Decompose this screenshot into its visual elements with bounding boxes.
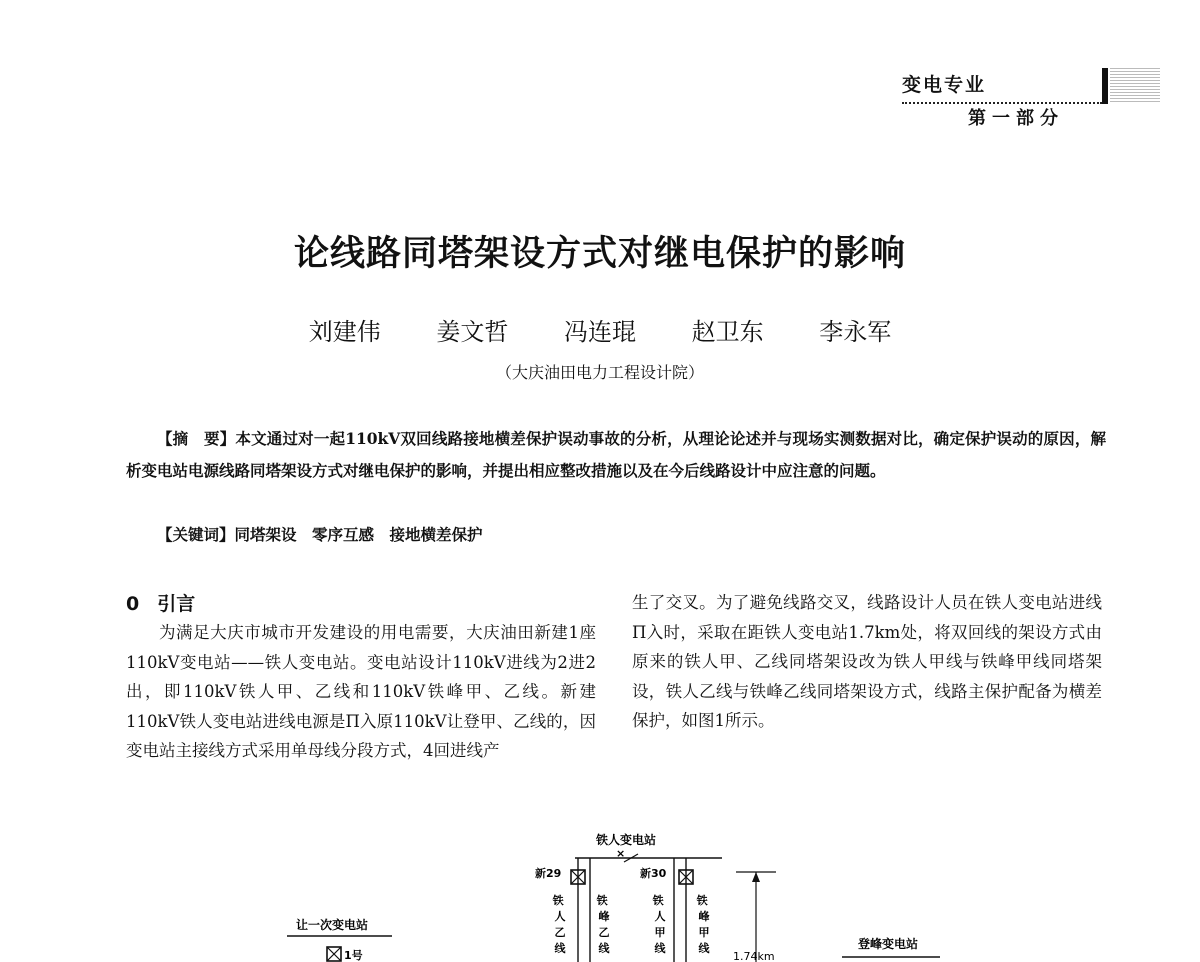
figure-1 xyxy=(0,820,1200,962)
section-title: 引言 xyxy=(157,593,196,615)
bus-tie-mark: × xyxy=(616,847,626,860)
line-label-char: 乙 xyxy=(598,926,610,939)
distance-label: 1.74km xyxy=(733,950,775,962)
line-label-char: 线 xyxy=(554,942,566,955)
line-label-tieren-yi: 铁 人乙线 xyxy=(552,894,566,955)
author: 赵卫东 xyxy=(691,318,764,346)
station-left-label: 让一次变电站 xyxy=(296,918,369,932)
section-header: 变电专业 xyxy=(902,74,987,96)
section-heading xyxy=(126,589,195,616)
line-label-char: 线 xyxy=(598,942,610,955)
breaker-1-label: 1号 xyxy=(344,949,363,962)
paper-title: 论线路同塔架设方式对继电保护的影响 xyxy=(293,233,906,274)
header-texture xyxy=(1110,68,1160,102)
header-bar xyxy=(1102,68,1108,104)
line-label-char: 人 xyxy=(654,910,666,923)
abstract xyxy=(126,423,1106,487)
section-number: 0 xyxy=(126,593,140,615)
station-right-label: 登峰变电站 xyxy=(858,937,919,951)
author: 姜文哲 xyxy=(436,318,509,346)
line-label-tiefeng-yi: 铁 峰乙线 xyxy=(596,894,610,955)
line-label-char: 甲 xyxy=(698,926,710,939)
part-label: 第一部分 xyxy=(968,108,1064,129)
author-list xyxy=(0,312,1200,347)
line-label-char: 线 xyxy=(698,942,710,955)
keywords-label: 【关键词】 xyxy=(157,525,235,544)
author: 冯连琨 xyxy=(564,318,636,346)
body-column-left: 为满足大庆市城市开发建设的用电需要，大庆油田新建1座110kV变电站——铁人变电站。变电站设计110kV进线为2进2出，即110kV铁人甲、乙线和110kV铁峰甲、乙线。新建110kV铁人变电站进线电源是Π入原110kV让登甲、乙线的，因变电站主接线方式采用单母线分段方式，4回进线产 xyxy=(126,623,596,760)
abstract-label: 【摘 要】 xyxy=(157,429,236,448)
breaker-new29-label: 新29 xyxy=(535,867,562,880)
distance-arrow xyxy=(752,872,760,882)
author: 刘建伟 xyxy=(308,318,381,346)
author: 李永军 xyxy=(819,318,892,346)
line-label-char: 线 xyxy=(654,942,666,955)
body-column-right: 生了交叉。为了避免线路交叉，线路设计人员在铁人变电站进线Π入时，采取在距铁人变电站1.7km处，将双回线的架设方式由原来的铁人甲、乙线同塔架设改为铁人甲线与铁峰甲线同塔架设，铁人乙线与铁峰乙线同塔架设方式，线路主保护配备为横差保护，如图1所示。 xyxy=(632,593,1102,730)
line-label-char: 人 xyxy=(554,910,566,923)
abstract-text: 本文通过对一起110kV双回线路接地横差保护误动事故的分析，从理论论述并与现场实测数据对比，确定保护误动的原因，解析变电站电源线路同塔架设方式对继电保护的影响，并提出相应整改措施以及在今后线路设计中应注意的问题。 xyxy=(126,429,1106,480)
station-top-label: 铁人变电站 xyxy=(596,833,657,847)
line-label-char: 甲 xyxy=(654,926,666,939)
line-label-char: 峰 xyxy=(598,910,610,923)
breaker-new30-label: 新30 xyxy=(640,867,667,880)
line-label-char: 乙 xyxy=(554,926,566,939)
affiliation: （大庆油田电力工程设计院） xyxy=(495,363,704,382)
keywords xyxy=(126,519,483,551)
line-label-char: 峰 xyxy=(698,910,710,923)
line-label-tieren-jia: 铁 人甲线 xyxy=(652,894,666,955)
line-label-tiefeng-jia: 铁 峰甲线 xyxy=(696,894,710,955)
keywords-text: 同塔架设 零序互感 接地横差保护 xyxy=(234,525,483,544)
